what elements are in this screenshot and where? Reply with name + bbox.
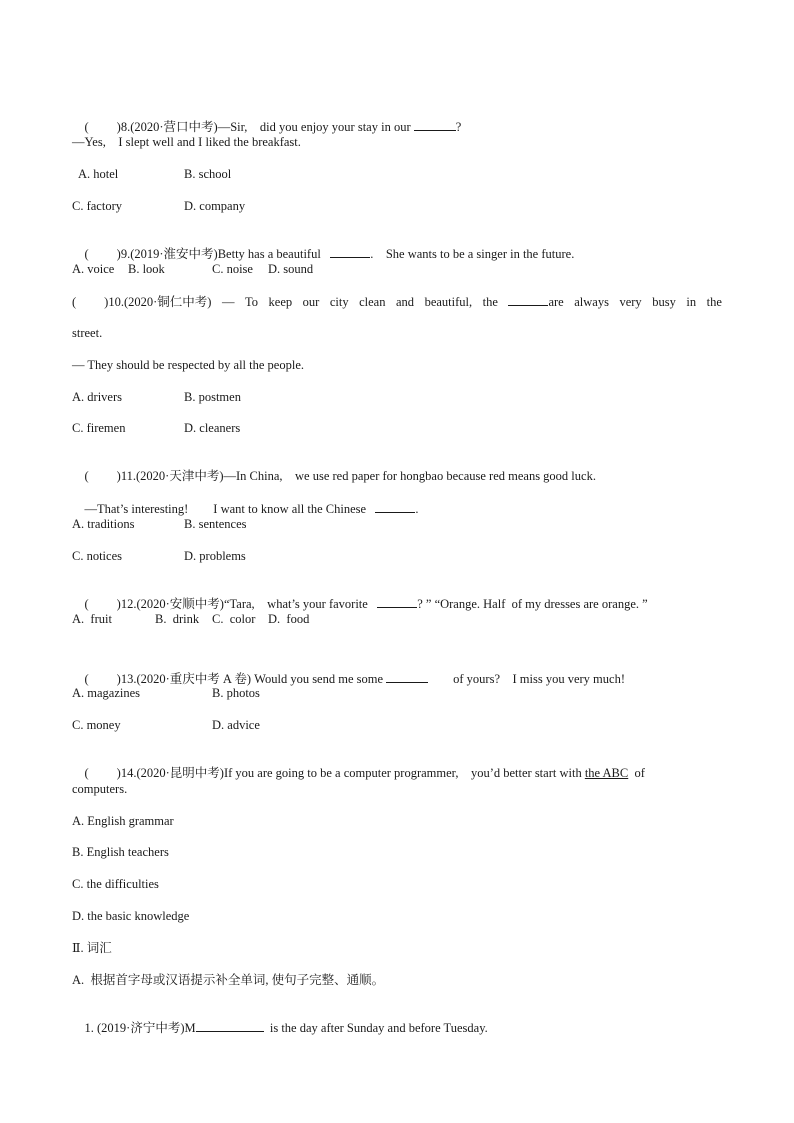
question-number: 1. xyxy=(84,1021,94,1035)
answer-paren: ( xyxy=(84,120,89,134)
blank-group xyxy=(508,294,563,310)
word: clean xyxy=(359,295,386,309)
question-source: (2020·重庆中考 A 卷) xyxy=(136,672,252,686)
answer-blank xyxy=(330,246,370,258)
question-source: (2019·济宁中考) xyxy=(97,1021,185,1035)
question-source: (2020·铜仁中考) xyxy=(123,295,212,309)
question-stem: —In China, we use red paper for hongbao because red means good luck. xyxy=(223,469,596,483)
question-end: ? xyxy=(455,120,462,134)
first-letter: M xyxy=(184,1021,196,1035)
option-a: A. drivers xyxy=(72,390,122,404)
option-c: C. firemen xyxy=(72,421,126,435)
answer-blank xyxy=(377,596,417,608)
option-b: B. photos xyxy=(212,686,260,700)
answer-blank xyxy=(508,294,548,306)
question-14-cont: computers. xyxy=(72,782,128,796)
question-source: (2020·安顺中考) xyxy=(136,597,224,611)
word: are xyxy=(548,295,564,309)
question-13 xyxy=(72,655,625,703)
option-c: C. money xyxy=(72,718,121,732)
word: city xyxy=(329,295,349,309)
question-number: )13. xyxy=(116,672,137,686)
question-10-cont: street. xyxy=(72,326,103,340)
word: in xyxy=(686,295,697,309)
option-d: D. advice xyxy=(212,718,260,732)
option-c: C. color xyxy=(212,612,256,626)
question-14 xyxy=(72,749,645,797)
question-end: of xyxy=(634,766,645,780)
section-instruction: A. 根据首字母或汉语提示补全单词, 使句子完整、通顺。 xyxy=(72,973,385,987)
question-number: )8. xyxy=(116,120,131,134)
option-c: C. notices xyxy=(72,549,122,563)
option-d: D. company xyxy=(184,199,246,213)
answer-blank xyxy=(386,671,428,683)
option-d: D. problems xyxy=(184,549,246,563)
question-stem: Would you send me some xyxy=(254,672,384,686)
question-10 xyxy=(72,294,722,310)
question-stem: If you are going to be a computer programmer, you’d better start with xyxy=(223,766,582,780)
question-10-reply: — They should be respected by all the people. xyxy=(72,358,304,372)
option-a: A. traditions xyxy=(72,517,135,531)
question-10-head xyxy=(72,294,211,310)
option-d: D. cleaners xyxy=(184,421,241,435)
answer-paren: ( xyxy=(84,597,89,611)
answer-paren: ( xyxy=(84,672,89,686)
question-source: (2020·天津中考) xyxy=(136,469,224,483)
option-a: A. magazines xyxy=(72,686,141,700)
option-b: B. drink xyxy=(155,612,200,626)
question-source: (2020·昆明中考) xyxy=(136,766,224,780)
question-source: (2019·淮安中考) xyxy=(130,247,218,261)
word: very xyxy=(619,295,642,309)
word: To xyxy=(245,295,259,309)
word: and xyxy=(396,295,415,309)
option-a: A. English grammar xyxy=(72,814,174,828)
word: keep xyxy=(268,295,293,309)
answer-blank xyxy=(196,1020,264,1032)
word: our xyxy=(302,295,320,309)
question-number: )14. xyxy=(116,766,137,780)
option-d: D. food xyxy=(268,612,310,626)
word: busy xyxy=(652,295,676,309)
question-end: ? ” “Orange. Half of my dresses are orange. ” xyxy=(417,597,648,611)
answer-paren: ( xyxy=(72,295,77,309)
question-end: of yours? I miss you very much! xyxy=(453,672,625,686)
option-a: A. fruit xyxy=(72,612,112,626)
question-number: )11. xyxy=(116,469,136,483)
answer-paren: ( xyxy=(84,766,89,780)
question-number: )12. xyxy=(116,597,137,611)
option-b: B. postmen xyxy=(184,390,241,404)
question-end: is the day after Sunday and before Tuesday. xyxy=(269,1021,488,1035)
question-end: . She wants to be a singer in the future. xyxy=(370,247,575,261)
option-d: D. the basic knowledge xyxy=(72,909,190,923)
answer-blank xyxy=(375,501,415,513)
answer-blank xyxy=(414,119,456,131)
word: the xyxy=(706,295,722,309)
option-c: C. noise xyxy=(212,262,253,276)
option-a: A. hotel xyxy=(78,167,119,181)
option-b: B. school xyxy=(184,167,232,181)
option-b: B. English teachers xyxy=(72,845,169,859)
underlined-phrase: the ABC xyxy=(584,766,629,780)
question-number: )9. xyxy=(116,247,131,261)
word: the xyxy=(482,295,498,309)
answer-paren: ( xyxy=(84,469,89,483)
option-c: C. the difficulties xyxy=(72,877,159,891)
option-a: A. voice xyxy=(72,262,115,276)
question-source: (2020·营口中考) xyxy=(130,120,218,134)
answer-paren: ( xyxy=(84,247,89,261)
question-stem: —Sir, did you enjoy your stay in our xyxy=(217,120,411,134)
option-c: C. factory xyxy=(72,199,122,213)
section-title: Ⅱ. 词汇 xyxy=(72,941,112,955)
word: — xyxy=(221,295,235,309)
question-stem: Betty has a beautiful xyxy=(217,247,321,261)
question-stem: “Tara, what’s your favorite xyxy=(223,597,368,611)
word: beautiful, xyxy=(424,295,473,309)
question-8-reply: —Yes, I slept well and I liked the breakfast. xyxy=(72,135,301,149)
word: always xyxy=(574,295,609,309)
question-number: )10. xyxy=(104,295,124,309)
option-b: B. look xyxy=(128,262,165,276)
option-b: B. sentences xyxy=(184,517,247,531)
question-end: . xyxy=(415,502,419,516)
reply-text: —That’s interesting! I want to know all the Chinese xyxy=(84,502,367,516)
option-d: D. sound xyxy=(268,262,314,276)
vocab-question-1 xyxy=(72,1004,488,1052)
